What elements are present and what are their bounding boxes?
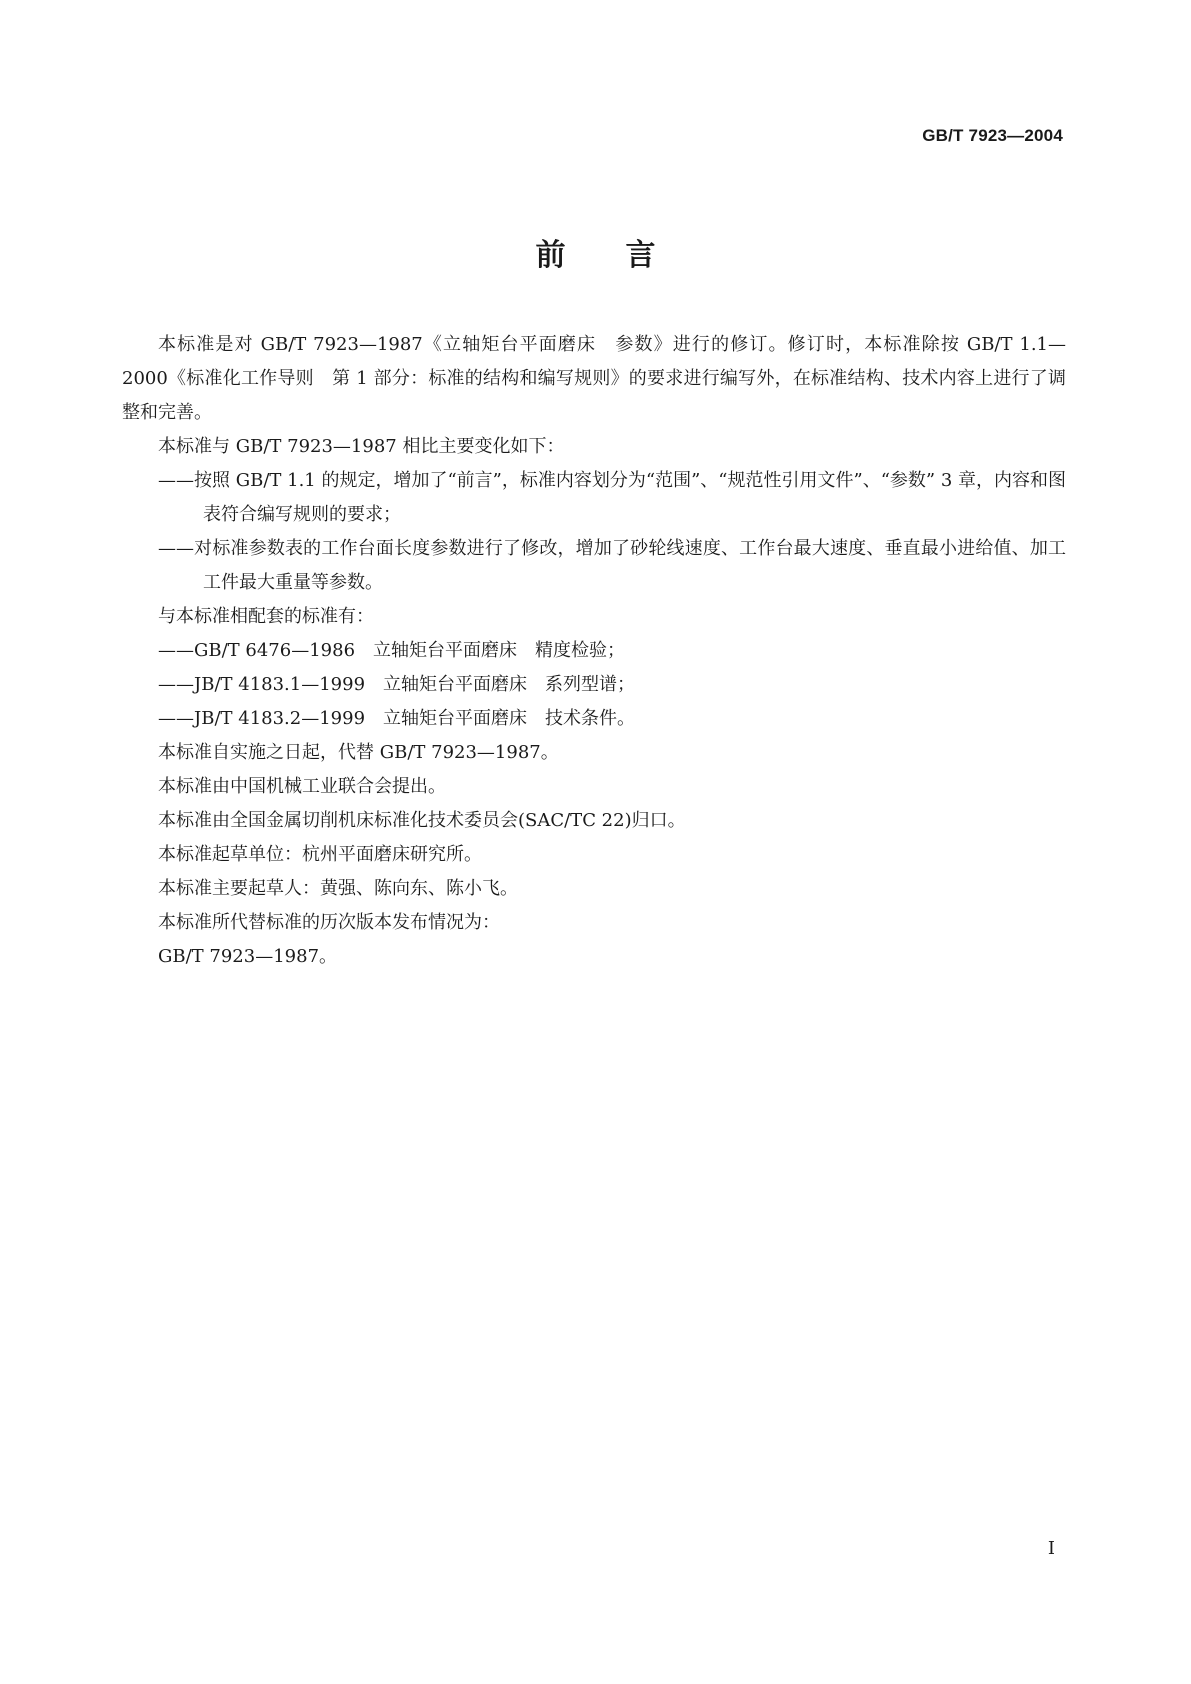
related-item: ——GB/T 6476—1986 立轴矩台平面磨床 精度检验； [158, 640, 626, 661]
related-item: ——JB/T 4183.2—1999 立轴矩台平面磨床 技术条件。 [158, 708, 636, 729]
related-item: ——JB/T 4183.1—1999 立轴矩台平面磨床 系列型谱； [158, 674, 636, 695]
page-number: I [1047, 1538, 1055, 1559]
changes-heading: 本标准与 GB/T 7923—1987 相比主要变化如下： [158, 436, 565, 457]
proposer-statement: 本标准由中国机械工业联合会提出。 [158, 776, 446, 797]
intro-paragraph: 本标准是对 GB/T 7923—1987《立轴矩台平面磨床 参数》进行的修订。修订时，本标准除按 GB/T 1.1—2000《标准化工作导则 第 1 部分：标准的结构和编写规则》的要求进行编写外，在标准结构、技术内容上进行了调整和完善。 [122, 334, 1066, 423]
history-heading: 本标准所代替标准的历次版本发布情况为： [158, 912, 500, 933]
drafters: 本标准主要起草人：黄强、陈向东、陈小飞。 [158, 878, 518, 899]
foreword-body [122, 328, 1066, 974]
standard-code: GB/T 7923—2004 [922, 126, 1063, 145]
change-item: ——按照 GB/T 1.1 的规定，增加了“前言”，标准内容划分为“范围”、“规范性引用文件”、“参数” 3 章，内容和图表符合编写规则的要求； [158, 470, 1066, 525]
drafting-unit: 本标准起草单位：杭州平面磨床研究所。 [158, 844, 482, 865]
related-heading: 与本标准相配套的标准有： [158, 606, 374, 627]
committee-statement: 本标准由全国金属切削机床标准化技术委员会(SAC/TC 22)归口。 [158, 810, 686, 831]
history-item: GB/T 7923—1987。 [158, 946, 338, 967]
change-item: ——对标准参数表的工作台面长度参数进行了修改，增加了砂轮线速度、工作台最大速度、垂直最小进给值、加工工件最大重量等参数。 [158, 538, 1066, 593]
replacement-statement: 本标准自实施之日起，代替 GB/T 7923—1987。 [158, 742, 559, 763]
page-title: 前 言 [535, 238, 656, 273]
